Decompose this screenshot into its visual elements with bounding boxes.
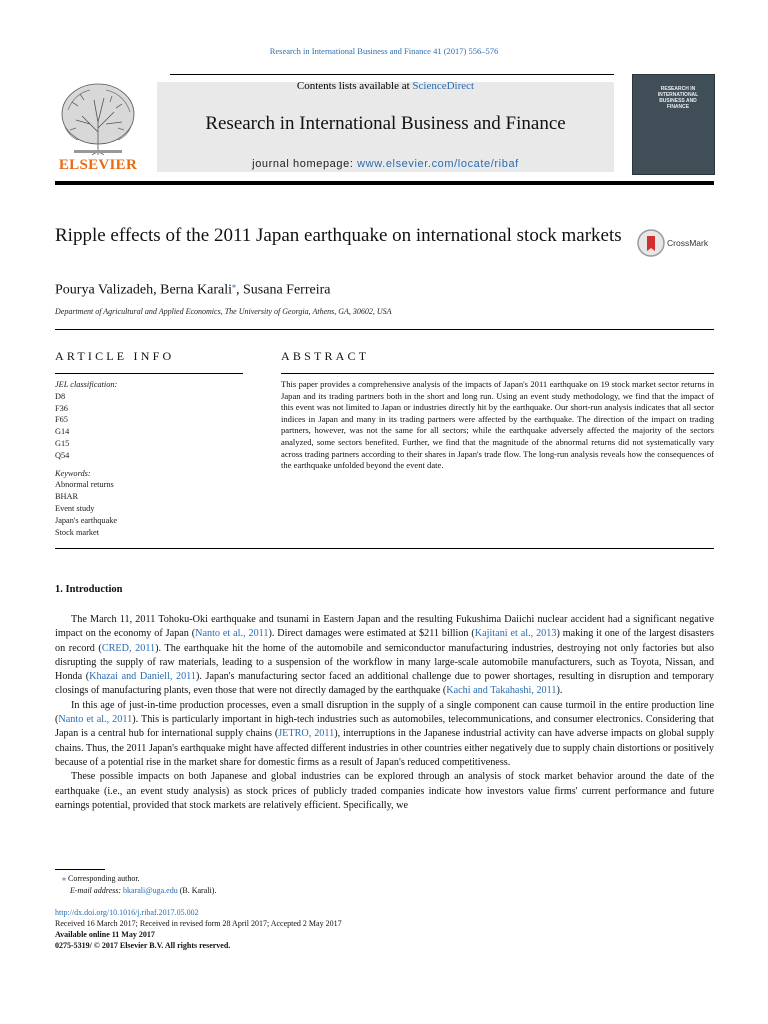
article-info-heading: ARTICLE INFO [55, 349, 175, 363]
article-info-list [55, 379, 255, 538]
jel-code: G15 [55, 438, 70, 448]
paragraph [55, 613, 714, 699]
journal-cover-title: RESEARCH IN INTERNATIONAL BUSINESS AND FINANCE [657, 86, 699, 110]
crossmark-icon[interactable] [636, 228, 666, 258]
abstract-text: This paper provides a comprehensive analysis of the impacts of Japan's 2011 earthquake on 19 stock market sector returns in Japan and its trading partners both in the short and long run. Using an event study methodology, we find that the impact of this event was not limited to Japan or industries directly hit by the earthquake. Our short-run analysis indicates that all sector indices in Japan and many in its trading partners were affected by the earthquake. The direction of the impact on trading partners, however, was not the same for all sectors; while the earthquake adversely affected the majority of the sectors analyzed, some sectors benefited. Further, we find that the magnitude of the abnormal returns did not systematically vary across trading partners according to their shares in Japan's trade flow. The long-run analysis reveals how the consequences of the earthquake unfolded beyond the event date. [281, 379, 714, 471]
body-text-run: ). Direct damages were estimated at $211 billion ( [268, 628, 475, 640]
contents-prefix: Contents lists available at [296, 80, 413, 92]
article-info-rule [55, 373, 243, 374]
body-text-run: ) making it one of the largest disasters on record ( [55, 628, 714, 654]
citation-link[interactable]: Khazai and Daniell, 2011 [89, 671, 196, 683]
keyword: Abnormal returns [55, 480, 114, 490]
citation-link[interactable]: Kachi and Takahashi, 2011 [446, 685, 557, 697]
paragraph [55, 699, 714, 770]
section-rule [55, 548, 714, 549]
author-list [55, 281, 330, 299]
citation-link[interactable]: Nanto et al., 2011 [58, 714, 133, 726]
citation-link[interactable]: CRED, 2011 [101, 642, 156, 654]
corresponding-text: Corresponding author. [66, 874, 140, 883]
authors-first: Pourya Valizadeh, Berna Karali [55, 282, 233, 298]
body-text-run: ). [556, 685, 563, 697]
authors-last: , Susana Ferreira [236, 282, 331, 298]
jel-code: G14 [55, 427, 70, 437]
jel-code: F65 [55, 415, 68, 425]
jel-code: Q54 [55, 450, 70, 460]
homepage-link[interactable]: www.elsevier.com/locate/ribaf [357, 158, 519, 170]
available-online: Available online 11 May 2017 [55, 930, 155, 939]
body-text-run: ). This is particularly important in high-tech industries such as automobiles, telecommunications, and consumer electronics. Considering that Japan is a central hub for international supply chains ( [55, 714, 714, 740]
body-text-run: ), interruptions in the Japanese industrial activity can have adverse impacts on global supply chains. Thus, the 2011 Japan's earthquake might have affected different industries in other countries either negatively due to supply chain distortions or positively because of a potential rise in the market share for domestic firms as a result of Japan's reduced competitiveness. [55, 728, 714, 768]
publication-info [55, 907, 342, 951]
footnotes [62, 873, 216, 896]
affiliation: Department of Agricultural and Applied Economics, The University of Georgia, Athens, GA, 30602, USA [55, 307, 392, 316]
email-link[interactable]: bkarali@uga.edu [123, 885, 178, 895]
email-suffix: (B. Karali). [177, 885, 217, 895]
footnote-mark: ⁎ [62, 874, 66, 883]
introduction-heading: 1. Introduction [55, 584, 123, 595]
header-top-rule [170, 74, 614, 75]
abstract-rule [281, 373, 714, 374]
body-text-run: In this age of just-in-time production processes, even a small disruption in the supply of a single component can cause turmoil in the entire production line ( [55, 699, 714, 726]
header-bottom-rule [55, 181, 714, 185]
keyword: Japan's earthquake [55, 515, 118, 525]
introduction-body [55, 613, 714, 813]
jel-label: JEL classification: [55, 380, 118, 389]
email-label: E-mail address: [70, 885, 124, 895]
section-rule [55, 329, 714, 330]
received-dates: Received 16 March 2017; Received in revised form 28 April 2017; Accepted 2 May 2017 [55, 919, 342, 928]
body-text-run: The March 11, 2011 Tohoku-Oki earthquake and tsunami in Eastern Japan and the resulting Fukushima Daiichi nuclear accident had a significant negative impact on the economy of Japan ( [55, 614, 714, 640]
homepage-prefix: journal homepage: [252, 158, 358, 170]
citation-link[interactable]: Kajitani et al., 2013 [474, 628, 557, 640]
article-title: Ripple effects of the 2011 Japan earthquake on international stock markets [55, 225, 622, 246]
journal-title: Research in International Business and Finance [205, 113, 566, 134]
copyright: 0275-5319/ © 2017 Elsevier B.V. All rights reserved. [55, 941, 231, 950]
corresponding-author-note [62, 873, 216, 885]
body-text-run: ). The earthquake hit the home of the automobile and semiconductor manufacturing industries, destroying not only factories but also disrupting the supply of raw materials, leading to a suspension of the workflow in many large-scale automobile manufacturers, such as Toyota, Nissan, and Honda ( [55, 642, 714, 683]
keyword: Stock market [55, 527, 100, 537]
journal-homepage [157, 158, 614, 170]
jel-code: F36 [55, 403, 68, 413]
abstract-heading: ABSTRACT [281, 349, 370, 363]
keyword: BHAR [55, 492, 79, 502]
corresponding-author-mark[interactable]: ⁎ [232, 281, 237, 290]
citation-link[interactable]: Nanto et al., 2011 [195, 628, 269, 640]
keywords-label: Keywords: [55, 468, 91, 478]
doi-link[interactable]: http://dx.doi.org/10.1016/j.ribaf.2017.05.002 [55, 908, 199, 917]
keyword: Event study [55, 503, 95, 513]
citation-link[interactable]: JETRO, 2011 [278, 728, 335, 740]
journal-citation[interactable]: Research in International Business and Finance 41 (2017) 556–576 [269, 46, 499, 56]
email-note [62, 885, 216, 897]
crossmark-label[interactable]: CrossMark [667, 238, 709, 248]
contents-line [157, 80, 614, 92]
paragraph [55, 770, 714, 813]
footnote-rule [55, 869, 105, 870]
sciencedirect-link[interactable]: ScienceDirect [412, 80, 475, 92]
jel-code: D8 [55, 391, 66, 401]
body-text-run: These possible impacts on both Japanese and global industries can be explored through an analysis of stock market behavior around the date of the earthquake (i.e., an event study analysis) as stock prices of publicly traded companies indicate how investors value firms' current performance and future earnings potential, provided that stock markets are relatively efficient. Specifically, we [55, 771, 714, 811]
elsevier-wordmark: ELSEVIER [58, 157, 138, 173]
body-text-run: ). Japan's manufacturing sector faced an additional challenge due to power shortages, resulting in disruption and temporary closings of manufacturing plants, even those that were not directly damaged by the earthquake ( [55, 671, 714, 697]
